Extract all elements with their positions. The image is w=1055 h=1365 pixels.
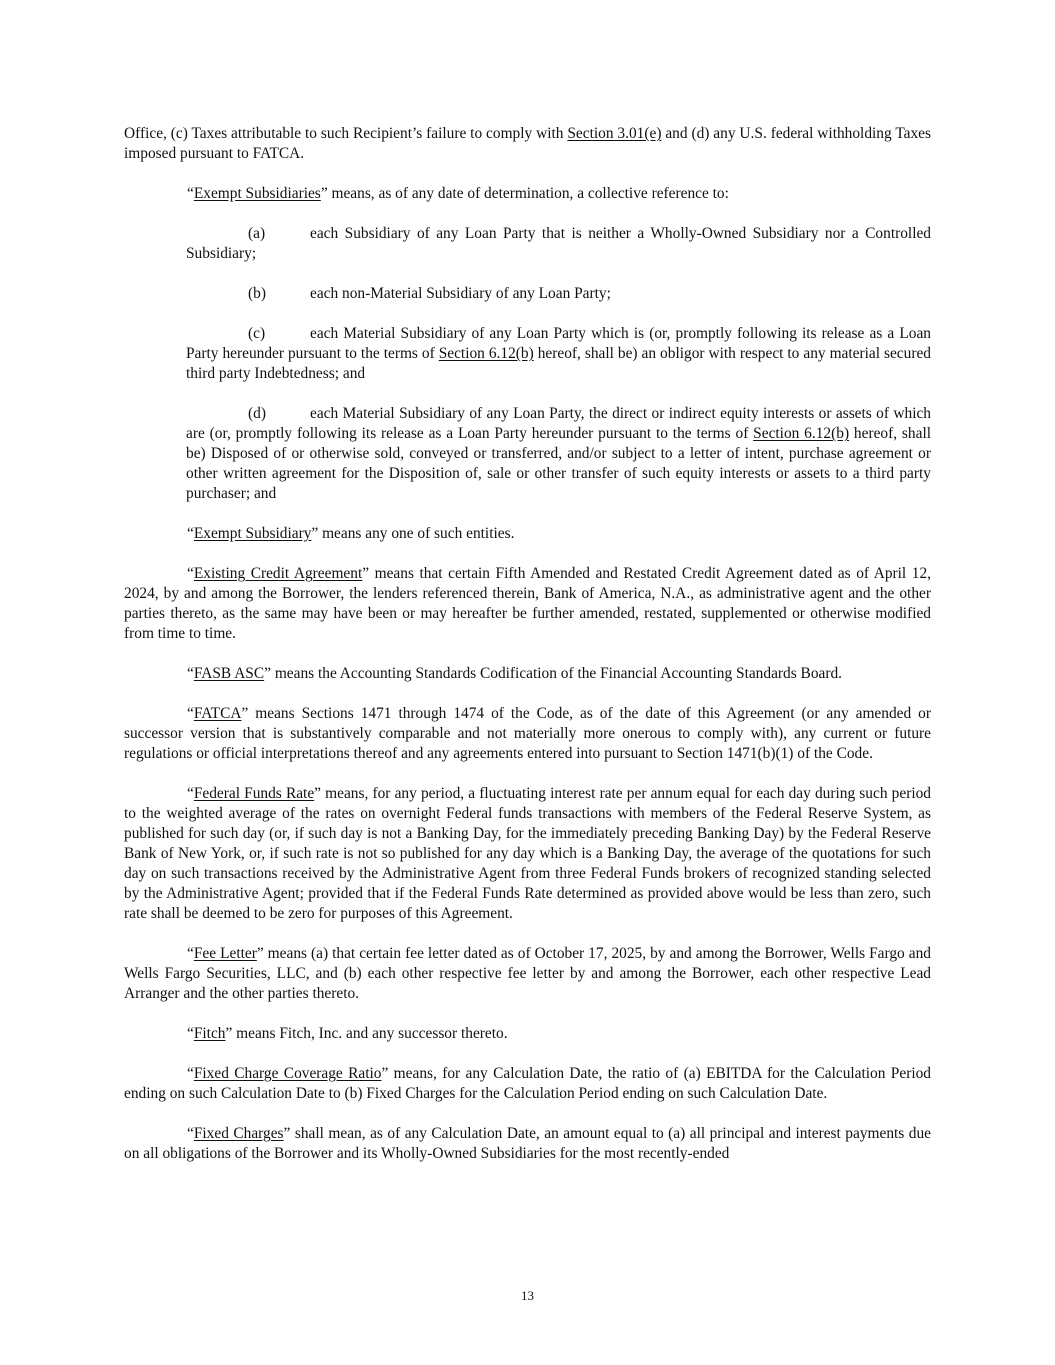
page-number: 13 (521, 1288, 534, 1303)
section-reference: Section 6.12(b) (438, 345, 534, 362)
definition-federal-funds-rate: “Federal Funds Rate” means, for any period, a fluctuating interest rate per annum equal for each day during such period to the weighted average of the rates on overnight Federal funds transactions with members of the Federal Reserve System, as published for such day (or, if such day is not a Banking Day, for the immediately preceding Banking Day) by the Federal Reserve Bank of New York, or, if such rate is not so published for any day which is a Banking Day, the average of the quotations for such day on such transactions received by the Administrative Agent from three Federal Funds brokers of recognized standing selected by the Administrative Agent; provided that if the Federal Funds Rate determined as provided above would be less than zero, such rate shall be deemed to be zero for purposes of this Agreement. (124, 785, 931, 922)
defined-term: FASB ASC (193, 665, 265, 682)
paragraph-continuation: Office, (c) Taxes attributable to such Recipient’s failure to comply with Section 3.01(e) and (d) any U.S. federal withholding Taxes imposed pursuant to FATCA. (124, 125, 931, 162)
definition-exempt-subsidiaries: “Exempt Subsidiaries” means, as of any date of determination, a collective reference to: (187, 185, 729, 202)
definition-fasb-asc: “FASB ASC” means the Accounting Standards Codification of the Financial Accounting Standards Board. (187, 665, 843, 682)
definition-exempt-subsidiary: “Exempt Subsidiary” means any one of such entities. (187, 525, 515, 542)
definition-fitch: “Fitch” means Fitch, Inc. and any successor thereto. (187, 1025, 508, 1042)
list-item: (a) each Subsidiary of any Loan Party that is neither a Wholly-Owned Subsidiary nor a Controlled Subsidiary; (186, 225, 931, 262)
definition-fatca: “FATCA” means Sections 1471 through 1474 of the Code, as of the date of this Agreement (or any amended or successor version that is substantively comparable and not materially more onerous to comply with), any current or future regulations or official interpretations thereof and any agreements entered into pursuant to Section 1471(b)(1) of the Code. (124, 705, 931, 762)
defined-term: Fee Letter (193, 945, 257, 962)
definition-fixed-charge-coverage-ratio: “Fixed Charge Coverage Ratio” means, for any Calculation Date, the ratio of (a) EBITDA for the Calculation Period ending on such Calculation Date to (b) Fixed Charges for the Calculation Period ending on such Calculation Date. (124, 1065, 931, 1102)
defined-term: Existing Credit Agreement (193, 565, 363, 582)
defined-term: Exempt Subsidiaries (193, 185, 321, 202)
list-item-label: (c) (248, 325, 266, 342)
section-reference: Section 3.01(e) (567, 125, 662, 142)
list-item-label: (b) (248, 285, 266, 302)
defined-term: Fitch (193, 1025, 226, 1042)
list-item: (b) each non-Material Subsidiary of any Loan Party; (248, 285, 611, 302)
document-page (124, 124, 931, 1184)
definition-fixed-charges: “Fixed Charges” shall mean, as of any Calculation Date, an amount equal to (a) all principal and interest payments due on all obligations of the Borrower and its Wholly-Owned Subsidiaries for the most recently-ended (124, 1125, 931, 1162)
defined-term: Exempt Subsidiary (193, 525, 312, 542)
list-item-label: (a) (248, 225, 266, 242)
list-item: (d) each Material Subsidiary of any Loan Party, the direct or indirect equity interests or assets of which are (or, promptly following its release as a Loan Party hereunder pursuant to the terms of Section 6.12(b) hereof, shall be) Disposed of or otherwise sold, conveyed or transferred, and/or subject to a letter of intent, purchase agreement or other written agreement for the Disposition of, sale or other transfer of such equity interests or assets to a third party purchaser; and (186, 405, 931, 502)
defined-term: Fixed Charge Coverage Ratio (193, 1065, 382, 1082)
section-reference: Section 6.12(b) (753, 425, 850, 442)
definition-existing-credit-agreement: “Existing Credit Agreement” means that certain Fifth Amended and Restated Credit Agreement dated as of April 12, 2024, by and among the Borrower, the lenders referenced therein, Bank of America, N.A., as administrative agent and the other parties thereto, as the same may have been or may hereafter be further amended, restated, supplemented or otherwise modified from time to time. (124, 565, 931, 642)
defined-term: FATCA (193, 705, 242, 722)
list-item: (c) each Material Subsidiary of any Loan Party which is (or, promptly following its release as a Loan Party hereunder pursuant to the terms of Section 6.12(b) hereof, shall be) an obligor with respect to any material secured third party Indebtedness; and (186, 325, 931, 382)
defined-term: Fixed Charges (193, 1125, 284, 1142)
defined-term: Federal Funds Rate (193, 785, 315, 802)
definition-fee-letter: “Fee Letter” means (a) that certain fee letter dated as of October 17, 2025, by and among the Borrower, Wells Fargo and Wells Fargo Securities, LLC, and (b) each other respective fee letter by and among the Borrower, each other respective Lead Arranger and the other parties thereto. (124, 945, 931, 1002)
list-item-label: (d) (248, 405, 266, 422)
